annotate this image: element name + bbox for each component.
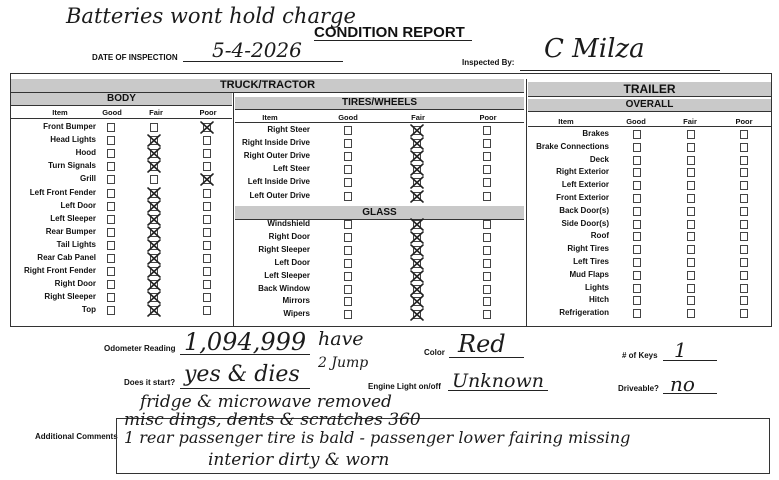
glass-header: GLASS bbox=[235, 206, 524, 220]
keys-label: # of Keys bbox=[622, 351, 658, 360]
title-underline bbox=[314, 40, 472, 41]
body-good-checkbox[interactable] bbox=[107, 241, 115, 250]
trailer-row-label: Front Exterior bbox=[556, 193, 609, 202]
tires-col-rule bbox=[235, 122, 524, 123]
tires-row-label: Left Inside Drive bbox=[247, 177, 310, 187]
body-good-checkbox[interactable] bbox=[107, 215, 115, 224]
trailer-fair-checkbox[interactable] bbox=[687, 271, 695, 280]
trailer-fair-checkbox[interactable] bbox=[687, 309, 695, 318]
trailer-poor-checkbox[interactable] bbox=[740, 194, 748, 203]
glass-fair-check-mark bbox=[410, 295, 424, 308]
trailer-good-checkbox[interactable] bbox=[633, 284, 641, 293]
trailer-fair-checkbox[interactable] bbox=[687, 156, 695, 165]
body-col-poor: Poor bbox=[199, 108, 217, 117]
glass-fair-check-mark bbox=[410, 257, 424, 270]
body-row-label: Rear Cab Panel bbox=[37, 253, 96, 262]
body-col-rule bbox=[11, 118, 232, 119]
trailer-good-checkbox[interactable] bbox=[633, 207, 641, 216]
trailer-good-checkbox[interactable] bbox=[633, 168, 641, 177]
truck-tractor-header: TRUCK/TRACTOR bbox=[11, 79, 524, 93]
keys-line[interactable] bbox=[663, 360, 717, 361]
date-label: DATE OF INSPECTION bbox=[92, 53, 178, 62]
odometer-label: Odometer Reading bbox=[104, 344, 176, 353]
glass-row-label: Left Door bbox=[274, 257, 310, 267]
body-fair-check-mark bbox=[147, 187, 161, 200]
handwritten-battery-note: Batteries wont hold charge bbox=[66, 4, 356, 28]
body-fair-check-mark bbox=[147, 278, 161, 291]
body-good-checkbox[interactable] bbox=[107, 254, 115, 263]
glass-good-checkbox[interactable] bbox=[344, 246, 352, 255]
trailer-col-item: Item bbox=[558, 117, 574, 126]
glass-fair-check-mark bbox=[410, 231, 424, 244]
comments-label: Additional Comments bbox=[35, 432, 118, 441]
trailer-poor-checkbox[interactable] bbox=[740, 258, 748, 267]
glass-good-checkbox[interactable] bbox=[344, 310, 352, 319]
odometer-note-jump: 2 Jump bbox=[318, 355, 369, 371]
trailer-good-checkbox[interactable] bbox=[633, 296, 641, 305]
tires-good-checkbox[interactable] bbox=[344, 165, 352, 174]
trailer-good-checkbox[interactable] bbox=[633, 245, 641, 254]
trailer-row-label: Right Exterior bbox=[556, 167, 609, 177]
glass-good-checkbox[interactable] bbox=[344, 220, 352, 229]
body-good-checkbox[interactable] bbox=[107, 293, 115, 302]
body-good-checkbox[interactable] bbox=[107, 189, 115, 198]
body-row-label: Right Front Fender bbox=[24, 266, 96, 276]
body-header: BODY bbox=[11, 93, 232, 106]
trailer-good-checkbox[interactable] bbox=[633, 194, 641, 203]
body-fair-check-mark bbox=[147, 265, 161, 278]
glass-good-checkbox[interactable] bbox=[344, 259, 352, 268]
trailer-row-label: Side Door(s) bbox=[561, 218, 609, 228]
body-row-label: Right Door bbox=[54, 279, 96, 289]
tires-fair-check-mark bbox=[410, 137, 424, 150]
tires-good-checkbox[interactable] bbox=[344, 178, 352, 187]
glass-good-checkbox[interactable] bbox=[344, 272, 352, 281]
body-row-label: Right Sleeper bbox=[44, 292, 96, 302]
comment-line-0: fridge & microwave removed bbox=[140, 392, 392, 412]
glass-row-label: Windshield bbox=[267, 219, 310, 228]
trailer-poor-checkbox[interactable] bbox=[740, 207, 748, 216]
body-fair-check-mark bbox=[147, 213, 161, 226]
starts-value: yes & dies bbox=[184, 362, 300, 387]
tires-row-label: Right Outer Drive bbox=[243, 151, 310, 161]
trailer-poor-checkbox[interactable] bbox=[740, 130, 748, 139]
body-good-checkbox[interactable] bbox=[107, 123, 115, 132]
odometer-value: 1,094,999 bbox=[184, 328, 307, 356]
trailer-header: TRAILER bbox=[528, 82, 771, 97]
trailer-poor-checkbox[interactable] bbox=[740, 245, 748, 254]
trailer-poor-checkbox[interactable] bbox=[740, 296, 748, 305]
body-fair-check-mark bbox=[147, 134, 161, 147]
body-poor-checkbox[interactable] bbox=[203, 202, 211, 211]
engine-light-value: Unknown bbox=[452, 370, 544, 392]
body-good-checkbox[interactable] bbox=[107, 228, 115, 237]
tires-good-checkbox[interactable] bbox=[344, 139, 352, 148]
trailer-fair-checkbox[interactable] bbox=[687, 207, 695, 216]
tires-row-label: Right Inside Drive bbox=[241, 138, 310, 148]
glass-fair-check-mark bbox=[410, 308, 424, 321]
glass-fair-check-mark bbox=[410, 283, 424, 296]
inspected-by-value: C Milza bbox=[544, 34, 645, 64]
trailer-poor-checkbox[interactable] bbox=[740, 284, 748, 293]
tires-row-label: Left Outer Drive bbox=[249, 190, 310, 200]
trailer-col-good: Good bbox=[626, 117, 646, 126]
glass-row-label: Right Door bbox=[268, 231, 310, 241]
trailer-poor-checkbox[interactable] bbox=[740, 232, 748, 241]
body-row-label: Grill bbox=[79, 174, 96, 184]
comment-line-3: interior dirty & worn bbox=[208, 450, 390, 470]
trailer-col-fair: Fair bbox=[683, 117, 697, 126]
body-fair-check-mark bbox=[147, 160, 161, 173]
trailer-row-label: Mud Flaps bbox=[569, 269, 609, 279]
trailer-fair-checkbox[interactable] bbox=[687, 130, 695, 139]
trailer-poor-checkbox[interactable] bbox=[740, 220, 748, 229]
driveable-label: Driveable? bbox=[618, 384, 659, 393]
glass-row-label: Mirrors bbox=[282, 296, 310, 306]
body-good-checkbox[interactable] bbox=[107, 136, 115, 145]
trailer-row-label: Right Tires bbox=[567, 244, 609, 254]
trailer-fair-checkbox[interactable] bbox=[687, 245, 695, 254]
body-good-checkbox[interactable] bbox=[107, 280, 115, 289]
body-row-label: Tail Lights bbox=[56, 239, 96, 249]
trailer-good-checkbox[interactable] bbox=[633, 181, 641, 190]
odometer-note-have: have bbox=[318, 328, 364, 350]
trailer-fair-checkbox[interactable] bbox=[687, 143, 695, 152]
inspected-by-line[interactable] bbox=[520, 70, 720, 71]
glass-good-checkbox[interactable] bbox=[344, 285, 352, 294]
glass-row-label: Right Sleeper bbox=[258, 244, 310, 254]
trailer-good-checkbox[interactable] bbox=[633, 220, 641, 229]
body-col-good: Good bbox=[102, 108, 122, 117]
tires-row-label: Right Steer bbox=[267, 125, 310, 134]
trailer-poor-checkbox[interactable] bbox=[740, 271, 748, 280]
trailer-row-label: Back Door(s) bbox=[559, 205, 609, 215]
body-good-checkbox[interactable] bbox=[107, 175, 115, 184]
trailer-row-label: Left Tires bbox=[573, 257, 609, 266]
glass-good-checkbox[interactable] bbox=[344, 233, 352, 242]
glass-good-checkbox[interactable] bbox=[344, 297, 352, 306]
trailer-poor-checkbox[interactable] bbox=[740, 168, 748, 177]
body-row-label: Hood bbox=[75, 148, 96, 158]
tires-wheels-header: TIRES/WHEELS bbox=[235, 97, 524, 110]
glass-row-label: Back Window bbox=[258, 283, 310, 293]
trailer-poor-checkbox[interactable] bbox=[740, 156, 748, 165]
tires-fair-check-mark bbox=[410, 150, 424, 163]
tires-fair-check-mark bbox=[410, 124, 424, 137]
trailer-good-checkbox[interactable] bbox=[633, 232, 641, 241]
body-good-checkbox[interactable] bbox=[107, 149, 115, 158]
overall-header: OVERALL bbox=[528, 99, 771, 112]
color-label: Color bbox=[424, 348, 445, 357]
trailer-poor-checkbox[interactable] bbox=[740, 143, 748, 152]
body-fair-checkbox[interactable] bbox=[150, 123, 158, 132]
tires-fair-check-mark bbox=[410, 190, 424, 203]
trailer-poor-checkbox[interactable] bbox=[740, 309, 748, 318]
body-row-label: Left Sleeper bbox=[50, 213, 96, 223]
starts-label: Does it start? bbox=[124, 378, 176, 387]
trailer-good-checkbox[interactable] bbox=[633, 156, 641, 165]
tires-good-checkbox[interactable] bbox=[344, 192, 352, 201]
body-fair-check-mark bbox=[147, 291, 161, 304]
body-fair-check-mark bbox=[147, 304, 161, 317]
trailer-fair-checkbox[interactable] bbox=[687, 181, 695, 190]
tires-fair-check-mark bbox=[410, 163, 424, 176]
glass-fair-check-mark bbox=[410, 244, 424, 257]
body-good-checkbox[interactable] bbox=[107, 202, 115, 211]
color-value: Red bbox=[458, 330, 506, 358]
trailer-row-label: Left Exterior bbox=[561, 180, 609, 190]
tires-col-item: Item bbox=[262, 113, 278, 122]
body-col-item: Item bbox=[52, 108, 68, 117]
body-fair-check-mark bbox=[147, 147, 161, 160]
trailer-good-checkbox[interactable] bbox=[633, 143, 641, 152]
tires-col-good: Good bbox=[338, 113, 358, 122]
trailer-row-label: Refrigeration bbox=[559, 308, 609, 318]
body-row-label: Rear Bumper bbox=[45, 226, 96, 236]
trailer-fair-checkbox[interactable] bbox=[687, 232, 695, 241]
trailer-fair-checkbox[interactable] bbox=[687, 284, 695, 293]
body-row-label: Head Lights bbox=[50, 135, 96, 145]
comment-line-1: misc dings, dents & scratches 360 bbox=[124, 410, 421, 430]
trailer-poor-checkbox[interactable] bbox=[740, 181, 748, 190]
body-row-label: Left Front Fender bbox=[29, 187, 96, 197]
glass-fair-check-mark bbox=[410, 218, 424, 231]
page-title: CONDITION REPORT bbox=[314, 24, 465, 41]
tires-fair-check-mark bbox=[410, 176, 424, 189]
body-row-label: Turn Signals bbox=[48, 161, 96, 171]
body-good-checkbox[interactable] bbox=[107, 162, 115, 171]
keys-value: 1 bbox=[674, 338, 687, 362]
trailer-row-label: Brake Connections bbox=[536, 141, 609, 151]
body-good-checkbox[interactable] bbox=[107, 267, 115, 276]
body-row-label: Top bbox=[81, 305, 96, 315]
trailer-row-label: Brakes bbox=[582, 129, 609, 138]
trailer-col-rule bbox=[528, 126, 771, 127]
comment-line-2: 1 rear passenger tire is bald - passenger lower fairing missing bbox=[124, 428, 631, 447]
driveable-value: no bbox=[670, 372, 695, 396]
date-value: 5-4-2026 bbox=[212, 38, 302, 62]
trailer-row-label: Hitch bbox=[589, 295, 609, 305]
tires-col-fair: Fair bbox=[411, 113, 425, 122]
body-fair-check-mark bbox=[147, 252, 161, 265]
starts-line[interactable] bbox=[180, 388, 310, 389]
body-fair-check-mark bbox=[147, 200, 161, 213]
glass-row-label: Left Sleeper bbox=[264, 270, 310, 280]
trailer-good-checkbox[interactable] bbox=[633, 130, 641, 139]
tires-good-checkbox[interactable] bbox=[344, 126, 352, 135]
body-fair-check-mark bbox=[147, 239, 161, 252]
body-fair-checkbox[interactable] bbox=[150, 175, 158, 184]
trailer-col-poor: Poor bbox=[735, 117, 753, 126]
trailer-fair-checkbox[interactable] bbox=[687, 296, 695, 305]
body-col-fair: Fair bbox=[149, 108, 163, 117]
trailer-row-label: Roof bbox=[590, 231, 609, 241]
tires-col-poor: Poor bbox=[479, 113, 497, 122]
trailer-row-label: Deck bbox=[589, 154, 609, 164]
inspected-by-label: Inspected By: bbox=[462, 58, 515, 67]
trailer-fair-checkbox[interactable] bbox=[687, 194, 695, 203]
body-fair-check-mark bbox=[147, 226, 161, 239]
glass-row-label: Wipers bbox=[283, 309, 310, 319]
trailer-good-checkbox[interactable] bbox=[633, 309, 641, 318]
trailer-good-checkbox[interactable] bbox=[633, 258, 641, 267]
glass-fair-check-mark bbox=[410, 270, 424, 283]
tires-row-label: Left Steer bbox=[273, 164, 310, 174]
trailer-fair-checkbox[interactable] bbox=[687, 220, 695, 229]
trailer-good-checkbox[interactable] bbox=[633, 271, 641, 280]
tires-good-checkbox[interactable] bbox=[344, 152, 352, 161]
body-good-checkbox[interactable] bbox=[107, 306, 115, 315]
trailer-row-label: Lights bbox=[585, 282, 609, 292]
body-row-label: Front Bumper bbox=[43, 122, 96, 131]
trailer-fair-checkbox[interactable] bbox=[687, 258, 695, 267]
engine-light-label: Engine Light on/off bbox=[368, 382, 441, 391]
trailer-fair-checkbox[interactable] bbox=[687, 168, 695, 177]
body-row-label: Left Door bbox=[60, 200, 96, 210]
